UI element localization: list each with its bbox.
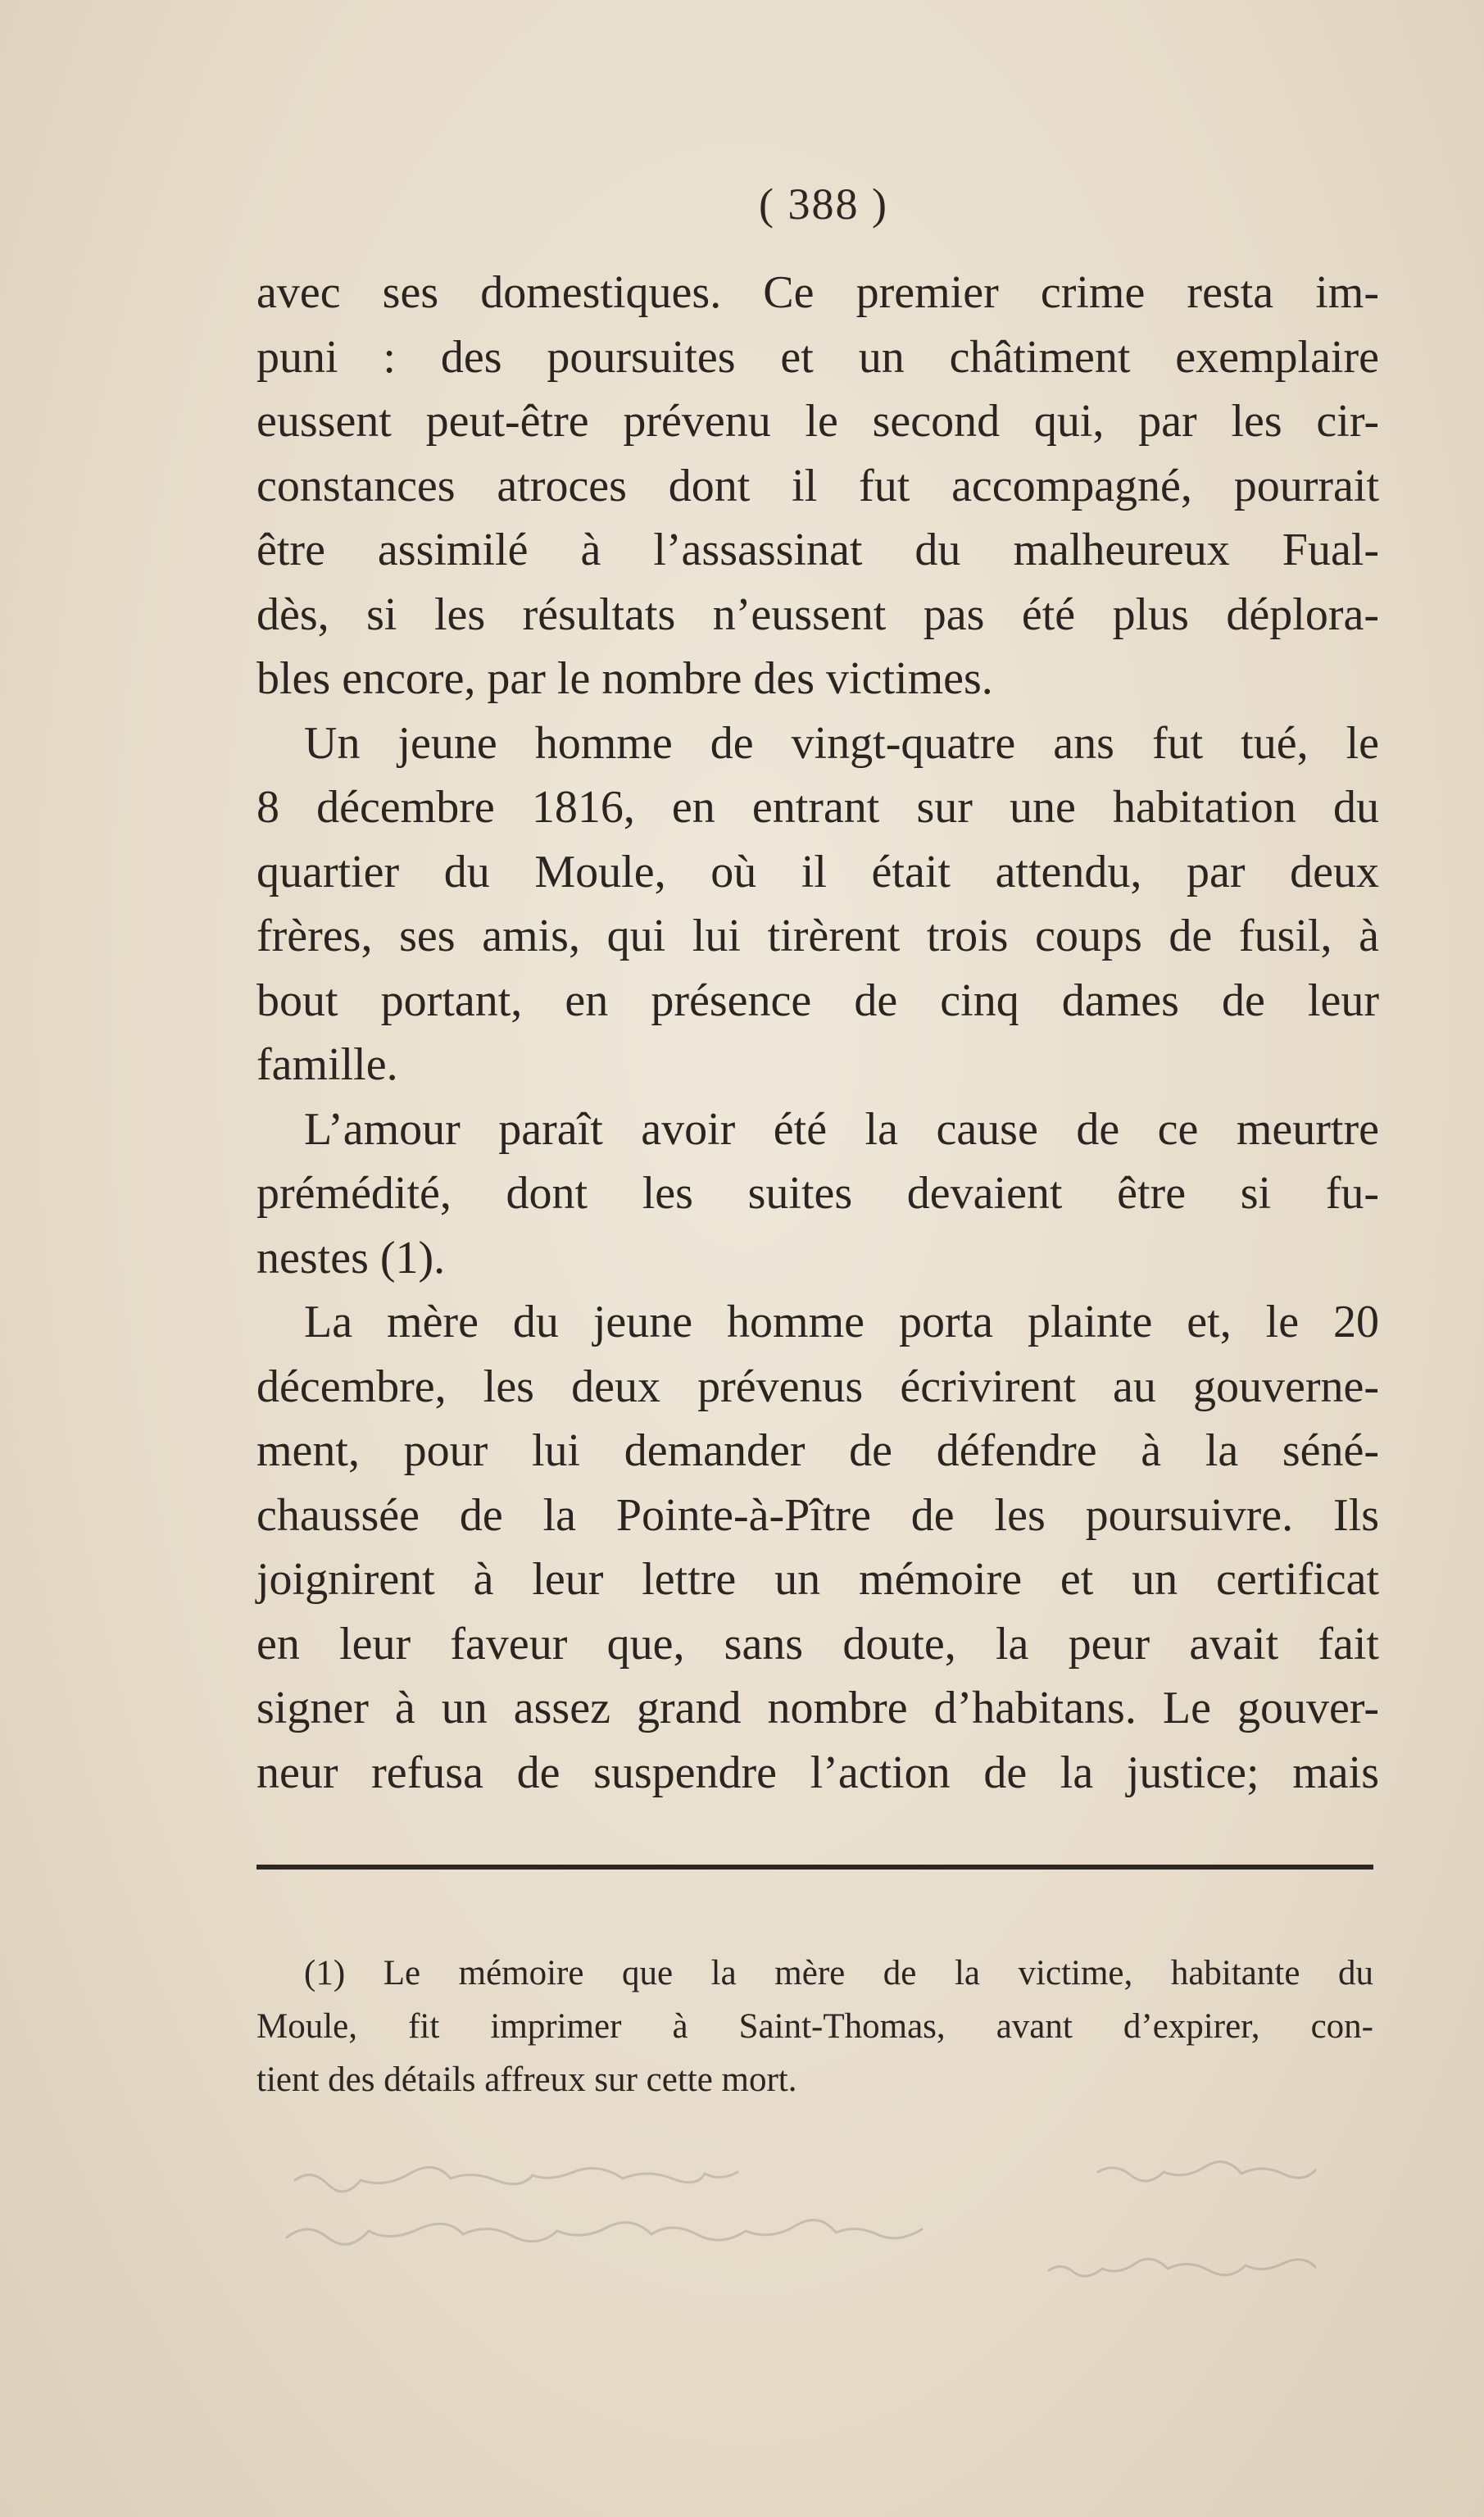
text-line: frères, ses amis, qui lui tirèrent trois coups de fusil, à [256,911,1379,961]
text-line: en leur faveur que, sans doute, la peur avait fait [256,1618,1379,1670]
text-line: constances atroces dont il fut accompagné, pourrait [256,460,1379,511]
text-line: Un jeune homme de vingt-quatre ans fut tué, le [304,717,1379,769]
footnote-line: tient des détails affreux sur cette mort. [256,2060,797,2099]
text-line: être assimilé à l’assassinat du malheureux Fual- [256,525,1379,575]
text-line: joignirent à leur lettre un mémoire et un certificat [256,1554,1379,1605]
text-line: famille. [256,1039,398,1090]
text-line: puni : des poursuites et un châtiment exemplaire [256,331,1379,383]
text-line: La mère du jeune homme porta plainte et, le 20 [304,1297,1379,1347]
text-line: neur refusa de suspendre l’action de la justice; mais [256,1747,1379,1798]
footnote-line: (1) Le mémoire que la mère de la victime, habitante du [304,1954,1373,1992]
text-line: bles encore, par le nombre des victimes. [256,653,993,704]
text-line: nestes (1). [256,1232,446,1283]
footnote-rule [256,1865,1373,1870]
text-line: bout portant, en présence de cinq dames de leur [256,975,1379,1026]
text-line: avec ses domestiques. Ce premier crime resta im- [256,267,1379,318]
text-line: dès, si les résultats n’eussent pas été plus déplora- [256,588,1379,640]
text-line: décembre, les deux prévenus écrivirent au gouverne- [256,1361,1379,1412]
text-line: signer à un assez grand nombre d’habitans. Le gouver- [256,1683,1379,1733]
text-line: prémédité, dont les suites devaient être si fu- [256,1168,1379,1219]
page-number: ( 388 ) [759,179,888,229]
text-line: chaussée de la Pointe-à-Pître de les poursuivre. Ils [256,1489,1379,1541]
text-line: L’amour paraît avoir été la cause de ce meurtre [304,1103,1379,1155]
text-line: eussent peut-être prévenu le second qui, par les cir- [256,396,1379,447]
text-line: ment, pour lui demander de défendre à la séné- [256,1425,1379,1476]
text-line: quartier du Moule, où il était attendu, par deux [256,846,1379,897]
body-text [256,261,1379,1805]
pencil-annotation [279,2147,1426,2328]
footnote [256,1947,1373,2106]
footnote-line: Moule, fit imprimer à Saint-Thomas, avant d’expirer, con- [256,2007,1373,2046]
text-line: 8 décembre 1816, en entrant sur une habitation du [256,782,1379,833]
